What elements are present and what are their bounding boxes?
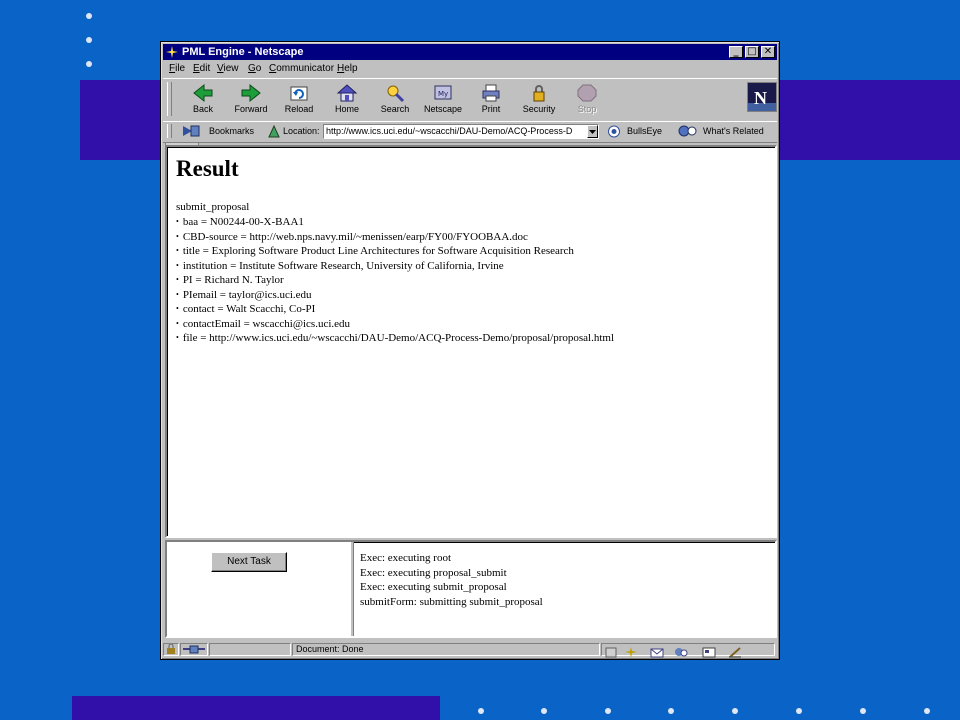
- status-bar: [163, 641, 777, 658]
- menu-go[interactable]: Go: [248, 63, 262, 74]
- minimize-button[interactable]: _: [729, 46, 743, 58]
- netscape-logo-icon: [748, 83, 776, 111]
- connection-status: [180, 643, 208, 656]
- security-button[interactable]: Security: [517, 81, 561, 119]
- home-button[interactable]: Home: [325, 81, 369, 119]
- list-item: • file = http://www.ics.uci.edu/~wscacchi/DAU-Demo/ACQ-Process-Demo/proposal/proposal.html: [176, 331, 614, 346]
- related-icon: [677, 124, 699, 138]
- netscape-app-icon: [166, 46, 178, 58]
- chevron-down-icon: [588, 126, 597, 137]
- location-toolbar: [163, 121, 777, 143]
- status-text: Document: Done: [292, 643, 600, 656]
- navigation-toolbar: [163, 78, 777, 122]
- decorative-dot: [732, 708, 738, 714]
- netscape-logo[interactable]: [747, 82, 777, 112]
- decorative-dot: [478, 708, 484, 714]
- security-status[interactable]: [163, 643, 179, 656]
- location-label: Location:: [283, 126, 320, 136]
- search-button[interactable]: Search: [373, 81, 417, 119]
- execution-log: [360, 551, 543, 609]
- forward-button[interactable]: Forward: [229, 81, 273, 119]
- menu-help[interactable]: Help: [337, 63, 358, 74]
- list-item: • baa = N00244-00-X-BAA1: [176, 215, 614, 230]
- result-list: [176, 215, 614, 346]
- bullseye-button[interactable]: BullsEye: [627, 126, 663, 136]
- forward-arrow-icon: [240, 83, 262, 103]
- list-item: • institution = Institute Software Research, University of California, Irvine: [176, 259, 614, 274]
- netscape-button[interactable]: My Netscape: [421, 81, 465, 119]
- bookmarks-button[interactable]: Bookmarks: [209, 126, 255, 136]
- discussion-icon[interactable]: [674, 647, 688, 658]
- printer-icon: [480, 83, 502, 103]
- navigator-icon[interactable]: [604, 647, 618, 658]
- list-item: • title = Exploring Software Product Line Architectures for Software Acquisition Research: [176, 244, 614, 259]
- lock-icon: [528, 83, 550, 103]
- frame-divider[interactable]: [350, 542, 354, 636]
- menu-view[interactable]: View: [217, 63, 239, 74]
- security-lock-icon: [164, 644, 178, 655]
- netscape-lighthouse-icon[interactable]: [624, 647, 638, 658]
- back-button[interactable]: Back: [181, 81, 225, 119]
- decorative-dot: [86, 61, 92, 67]
- page-title: Result: [176, 156, 239, 181]
- whats-related-button[interactable]: What's Related: [703, 126, 764, 136]
- location-grip[interactable]: [167, 124, 172, 138]
- list-item: • contactEmail = wscacchi@ics.uci.edu: [176, 317, 614, 332]
- log-line: Exec: executing submit_proposal: [360, 581, 507, 593]
- stop-icon: [576, 83, 598, 103]
- home-icon: [336, 83, 358, 103]
- result-subheading: submit_proposal: [176, 201, 250, 213]
- svg-text:My: My: [438, 90, 449, 98]
- bullseye-icon: [607, 125, 623, 138]
- menu-file[interactable]: File: [169, 63, 186, 74]
- url-input[interactable]: http://www.ics.uci.edu/~wscacchi/DAU-Demo/ACQ-Process-D: [323, 124, 599, 139]
- svg-text:N: N: [754, 88, 767, 108]
- decorative-dot: [86, 13, 92, 19]
- toolbar-grip[interactable]: [167, 82, 172, 116]
- back-arrow-icon: [192, 83, 214, 103]
- location-page-icon: [267, 125, 281, 138]
- list-item: • contact = Walt Scacchi, Co-PI: [176, 302, 614, 317]
- decorative-dot: [860, 708, 866, 714]
- mail-icon[interactable]: [650, 647, 664, 658]
- bookmarks-icon: [181, 124, 203, 138]
- maximize-button[interactable]: □: [745, 46, 759, 58]
- print-button[interactable]: Print: [469, 81, 513, 119]
- component-bar: [601, 643, 775, 656]
- connection-icon: [181, 644, 207, 655]
- browser-window: [160, 41, 780, 660]
- window-title: PML Engine - Netscape: [182, 46, 304, 58]
- decorative-dot: [668, 708, 674, 714]
- stop-button[interactable]: Stop: [565, 81, 609, 119]
- decorative-dot: [86, 37, 92, 43]
- decorative-dot: [541, 708, 547, 714]
- bottom-frames: [165, 540, 777, 638]
- decorative-dot: [605, 708, 611, 714]
- log-line: Exec: executing root: [360, 552, 452, 564]
- reload-icon: [288, 83, 310, 103]
- progress-status: [209, 643, 291, 656]
- reload-button[interactable]: Reload: [277, 81, 321, 119]
- url-dropdown-button[interactable]: [587, 125, 598, 138]
- page-content: [165, 145, 777, 538]
- control-pane: [167, 542, 350, 636]
- list-item: • PIemail = taylor@ics.uci.edu: [176, 288, 614, 303]
- list-item: • CBD-source = http://web.nps.navy.mil/~menissen/earp/FY00/FYOOBAA.doc: [176, 230, 614, 245]
- next-task-button[interactable]: Next Task: [211, 552, 287, 572]
- decorative-dot: [796, 708, 802, 714]
- menu-edit[interactable]: Edit: [193, 63, 211, 74]
- log-line: submitForm: submitting submit_proposal: [360, 595, 543, 608]
- edit-pencil-icon[interactable]: [728, 647, 742, 658]
- close-button[interactable]: ✕: [761, 46, 775, 58]
- log-line: Exec: executing proposal_submit: [360, 566, 507, 579]
- list-item: • PI = Richard N. Taylor: [176, 273, 614, 288]
- menu-communicator[interactable]: Communicator: [269, 63, 335, 74]
- netscape-icon: [432, 83, 454, 103]
- decorative-bar-bottom: [72, 696, 440, 720]
- composer-icon[interactable]: [702, 647, 716, 658]
- search-icon: [384, 83, 406, 103]
- decorative-dot: [924, 708, 930, 714]
- title-bar[interactable]: [163, 44, 777, 60]
